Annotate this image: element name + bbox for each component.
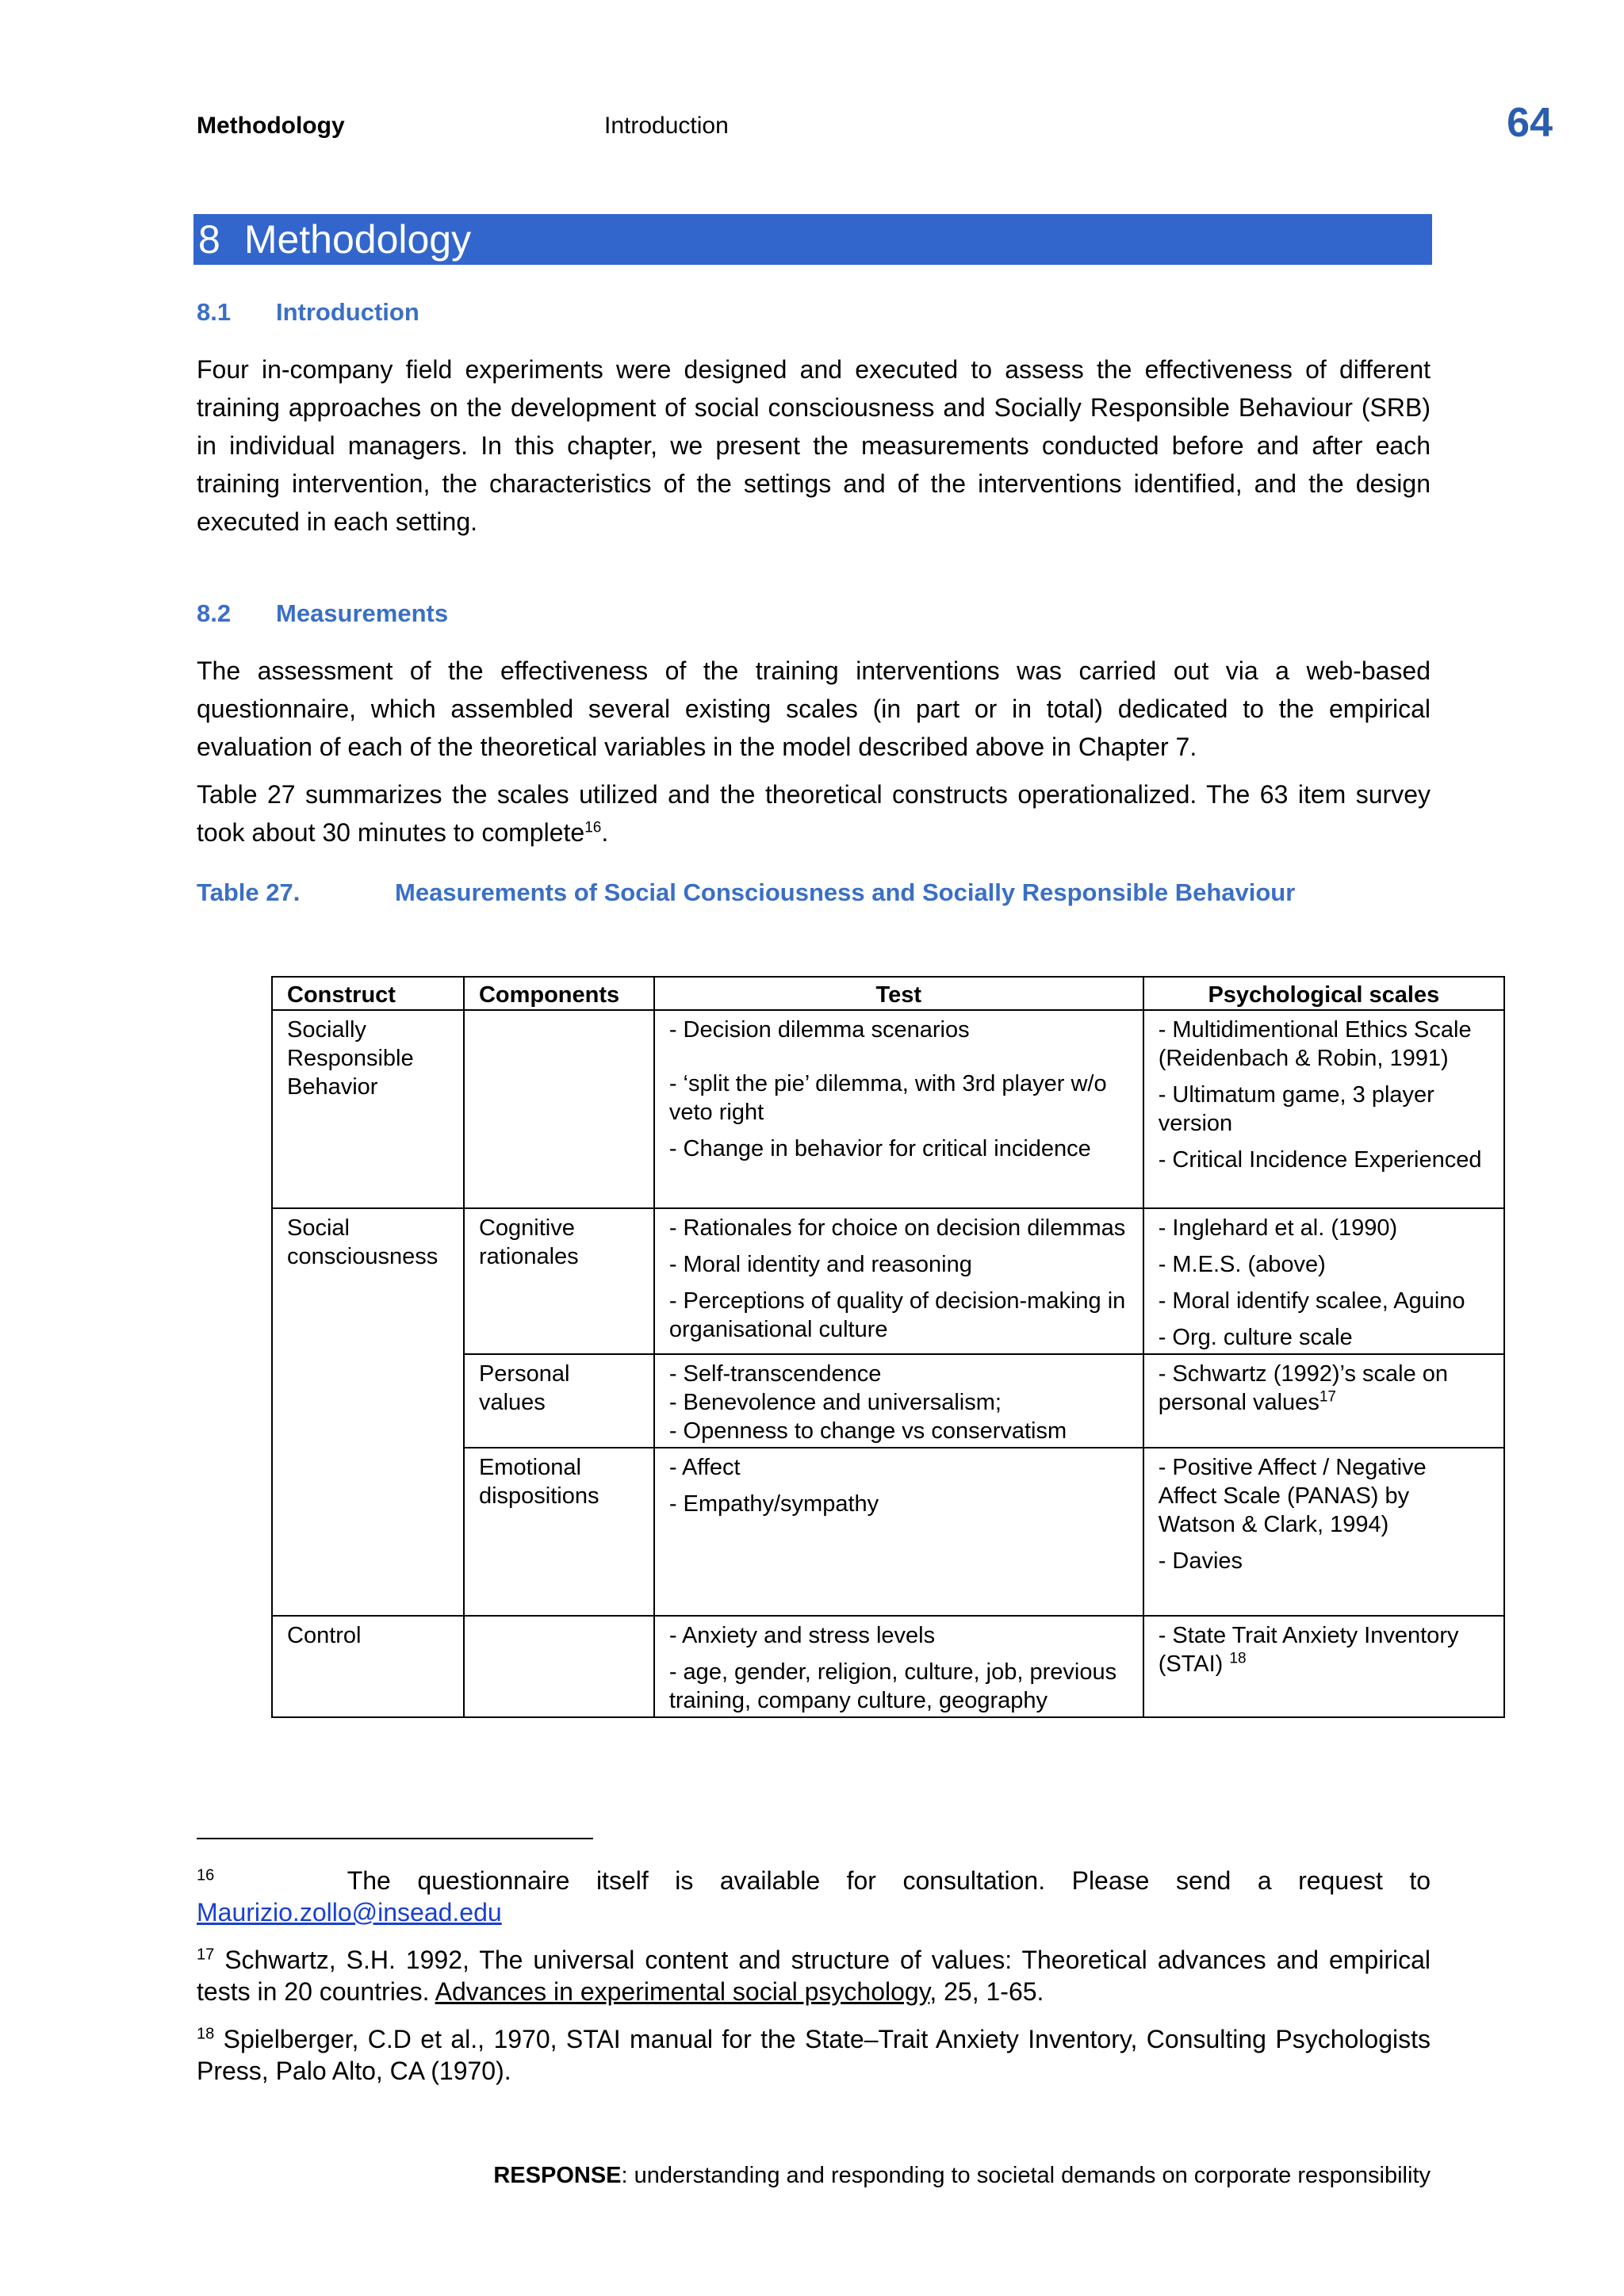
scale-item: - Critical Incidence Experienced xyxy=(1158,1147,1482,1173)
test-item: - Decision dilemma scenarios xyxy=(668,1017,970,1043)
measurements-paragraph-2 xyxy=(197,775,1431,851)
paragraph-text: Table 27 summarizes the scales utilized and the theoretical constructs operationalized. The 63 item survey took about 30 minutes to complete xyxy=(197,780,1431,847)
test-cell xyxy=(654,1448,1143,1616)
chapter-number: 8 xyxy=(198,217,220,262)
test-item: - Anxiety and stress levels xyxy=(668,1623,936,1648)
test-item: - Rationales for choice on decision dilemmas xyxy=(668,1215,1126,1241)
test-cell xyxy=(654,1354,1143,1448)
footnote-text: Spielberger, C.D et al., 1970, STAI manual for the State–Trait Anxiety Inventory, Consulting Psychologists Press, Palo Alto, CA (1970). xyxy=(197,2025,1431,2085)
footnote-text: The questionnaire itself is available for consultation. Please send a request to xyxy=(347,1866,1431,1895)
footnote-ref[interactable]: 16 xyxy=(584,819,602,836)
chapter-title: Methodology xyxy=(243,217,472,262)
section-title: Introduction xyxy=(276,298,419,326)
table-number: Table 27. xyxy=(197,878,301,906)
table-row-control xyxy=(272,1616,1504,1717)
email-link[interactable]: Maurizio.zollo@insead.edu xyxy=(197,1898,502,1927)
footer-brand: RESPONSE xyxy=(493,2163,622,2188)
scale-item: - State Trait Anxiety Inventory (STAI) xyxy=(1158,1623,1459,1677)
table-caption xyxy=(197,878,1295,907)
footnote-17 xyxy=(197,1944,1431,2007)
test-cell xyxy=(654,1208,1143,1354)
footnote-ref[interactable]: 18 xyxy=(1229,1650,1247,1667)
header-psychological-scales: Psychological scales xyxy=(1143,977,1504,1010)
scale-item: - Davies xyxy=(1158,1548,1243,1574)
components-cell: Cognitive rationales xyxy=(464,1208,654,1354)
measurements-paragraph-1: The assessment of the effectiveness of the training interventions was carried out via a web-based questionnaire, which assembled several existing scales (in part or in total) dedicated to the empirical evaluation of each of the theoretical variables in the model described above in Chapter 7. xyxy=(197,656,1431,761)
test-item: - age, gender, religion, culture, job, previous training, company culture, geography xyxy=(668,1659,1117,1713)
header-components: Components xyxy=(464,977,654,1010)
scales-cell xyxy=(1143,1354,1504,1448)
table-header-row xyxy=(272,977,1504,1010)
test-item: - Change in behavior for critical incidence xyxy=(668,1136,1091,1161)
scale-item: - Positive Affect / Negative Affect Scale (PANAS) by Watson & Clark, 1994) xyxy=(1158,1455,1427,1537)
section-number: 8.1 xyxy=(197,298,232,326)
components-cell: Personal values xyxy=(464,1354,654,1448)
scale-item: - Org. culture scale xyxy=(1158,1325,1353,1350)
components-cell xyxy=(464,1010,654,1208)
scale-item: - Inglehard et al. (1990) xyxy=(1158,1215,1398,1241)
paragraph-end: . xyxy=(601,818,609,847)
footer-text: : understanding and responding to societal demands on corporate responsibility xyxy=(621,2163,1431,2188)
scales-cell xyxy=(1143,1616,1504,1717)
test-item: - Moral identity and reasoning xyxy=(668,1252,972,1277)
construct-cell: Control xyxy=(272,1616,464,1717)
table-row-srb xyxy=(272,1010,1504,1208)
running-header-chapter: Methodology xyxy=(197,113,345,139)
scales-cell xyxy=(1143,1448,1504,1616)
test-item: - ‘split the pie’ dilemma, with 3rd player w/o veto right xyxy=(668,1071,1107,1125)
components-cell: Emotional dispositions xyxy=(464,1448,654,1616)
header-test: Test xyxy=(654,977,1143,1010)
footnote-text-end: , 25, 1-65. xyxy=(929,1977,1044,2006)
scale-item: - Multidimentional Ethics Scale (Reidenbach & Robin, 1991) xyxy=(1158,1017,1472,1071)
section-number: 8.2 xyxy=(197,599,232,627)
test-item: - Affect xyxy=(668,1455,741,1480)
section-title: Measurements xyxy=(276,599,449,627)
test-item: - Empathy/sympathy xyxy=(668,1491,879,1517)
page-number: 64 xyxy=(1507,100,1553,146)
table-row-cognitive xyxy=(272,1208,1504,1354)
page-footer xyxy=(493,2163,1431,2189)
footnote-number: 17 xyxy=(197,1946,215,1964)
test-item: - Self-transcendence xyxy=(668,1361,882,1387)
table-title: Measurements of Social Consciousness and Socially Responsible Behaviour xyxy=(395,878,1296,906)
journal-title: Advances in experimental social psychology xyxy=(435,1977,930,2006)
running-header-section: Introduction xyxy=(604,113,729,139)
scale-item: - Moral identify scalee, Aguino xyxy=(1158,1288,1465,1314)
scale-item: - Schwartz (1992)’s scale on personal values xyxy=(1158,1361,1449,1415)
scales-cell xyxy=(1143,1208,1504,1354)
chapter-title-bar xyxy=(193,214,1432,265)
footnote-number: 16 xyxy=(197,1866,215,1885)
construct-cell: Socially Responsible Behavior xyxy=(272,1010,464,1208)
test-item: - Benevolence and universalism; xyxy=(668,1390,1002,1415)
scale-item: - M.E.S. (above) xyxy=(1158,1252,1326,1277)
scales-cell xyxy=(1143,1010,1504,1208)
components-cell xyxy=(464,1616,654,1717)
header-construct: Construct xyxy=(272,977,464,1010)
test-cell xyxy=(654,1010,1143,1208)
footnote-ref[interactable]: 17 xyxy=(1319,1388,1336,1406)
footnote-number: 18 xyxy=(197,2025,215,2043)
scale-item: - Ultimatum game, 3 player version xyxy=(1158,1082,1434,1136)
footnote-text: Schwartz, S.H. 1992, The universal content and structure of values: Theoretical advances and empirical tests in 20 countries. xyxy=(197,1946,1431,2006)
section-heading-introduction xyxy=(197,298,419,327)
footnote-16 xyxy=(197,1865,1431,1928)
test-item: - Perceptions of quality of decision-making in organisational culture xyxy=(668,1288,1126,1342)
introduction-paragraph: Four in-company field experiments were designed and executed to assess the effectiveness of different training approaches on the development of social consciousness and Socially Responsible Behaviour (SRB) in individual managers. In this chapter, we present the measurements conducted before and after each training intervention, the characteristics of the settings and of the interventions identified, and the design executed in each setting. xyxy=(197,355,1431,536)
footnote-18 xyxy=(197,2023,1431,2087)
section-heading-measurements xyxy=(197,599,448,628)
measurements-table xyxy=(271,976,1505,1718)
construct-cell: Social consciousness xyxy=(272,1208,464,1616)
test-item: - Openness to change vs conservatism xyxy=(668,1418,1067,1444)
test-cell xyxy=(654,1616,1143,1717)
footnote-separator xyxy=(197,1838,593,1839)
